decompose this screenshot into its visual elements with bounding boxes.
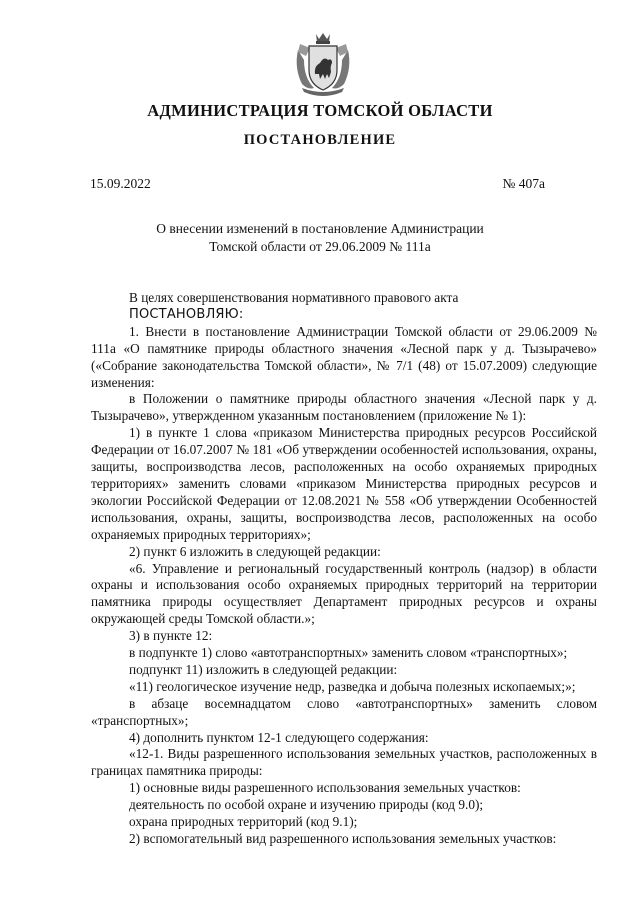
body-paragraph: деятельность по особой охране и изучению природы (код 9.0); xyxy=(129,797,484,813)
body-paragraph: охрана природных территорий (код 9.1); xyxy=(129,814,358,830)
body-paragraph: «12-1. Виды разрешенного использования земельных участков, расположенных в границах памятника природы: xyxy=(91,746,597,779)
body-paragraph: 2) пункт 6 изложить в следующей редакции: xyxy=(129,543,381,559)
body-paragraph: «6. Управление и региональный государственный контроль (надзор) в области охраны и использования особо охраняемых природных территорий на территории памятника природы осуществляет Департамент природных ресурсов и охраны окружающей среды Томской области.»; xyxy=(91,560,597,627)
body-paragraph: в подпункте 1) слово «автотранспортных» заменить словом «транспортных»; xyxy=(129,645,568,661)
document-date: 15.09.2022 xyxy=(90,176,151,191)
body-paragraph: «11) геологическое изучение недр, разведка и добыча полезных ископаемых;»; xyxy=(129,678,576,694)
body-paragraph: 1. Внести в постановление Администрации Томской области от 29.06.2009 № 111а «О памятнике природы областного значения «Лесной парк у д. Тызырачево» («Собрание законодательства Томской области», № 7/1 (48) от 15.07.2009) следующие изменения: xyxy=(91,323,597,390)
body-paragraph: 2) вспомогательный вид разрешенного использования земельных участков: xyxy=(129,831,557,846)
organization-title: АДМИНИСТРАЦИЯ ТОМСКОЙ ОБЛАСТИ xyxy=(147,101,493,120)
subject-line: О внесении изменений в постановление Администрации xyxy=(156,221,484,236)
subject-line: Томской области от 29.06.2009 № 111а xyxy=(209,239,431,254)
body-paragraph: 1) основные виды разрешенного использования земельных участков: xyxy=(129,780,521,796)
body-paragraph: В целях совершенствования нормативного правового акта xyxy=(129,290,459,305)
body-paragraph: 3) в пункте 12: xyxy=(129,628,213,644)
body-paragraph: в абзаце восемнадцатом слово «автотранспортных» заменить словом «транспортных»; xyxy=(91,695,597,728)
tomsk-oblast-coat-of-arms-icon xyxy=(292,30,354,96)
body-paragraph: подпункт 11) изложить в следующей редакции: xyxy=(129,661,398,677)
document-type: ПОСТАНОВЛЕНИЕ xyxy=(243,132,397,148)
body-paragraph: 4) дополнить пунктом 12-1 следующего содержания: xyxy=(129,729,429,745)
decree-word: ПОСТАНОВЛЯЮ: xyxy=(129,306,244,322)
body-paragraph: 1) в пункте 1 слова «приказом Министерства природных ресурсов Российской Федерации от 16.07.2007 № 181 «Об утверждении особенностей использования, охраны, защиты, воспроизводства лесов, расположенных на особо охраняемых природных территориях» заменить словами «приказом Министерства природных ресурсов и экологии Российской Федерации от 12.08.2021 № 558 «Об утверждении Особенностей использования, охраны, защиты, воспроизводства лесов, расположенных на особо охраняемых природных территориях»; xyxy=(91,425,597,542)
body-paragraph: в Положении о памятнике природы областного значения «Лесной парк у д. Тызырачево», утвержденном указанным постановлением (приложение № 1): xyxy=(91,391,597,424)
document-body xyxy=(91,290,597,848)
document-subject xyxy=(0,220,640,256)
document-number: № 407а xyxy=(502,176,545,191)
